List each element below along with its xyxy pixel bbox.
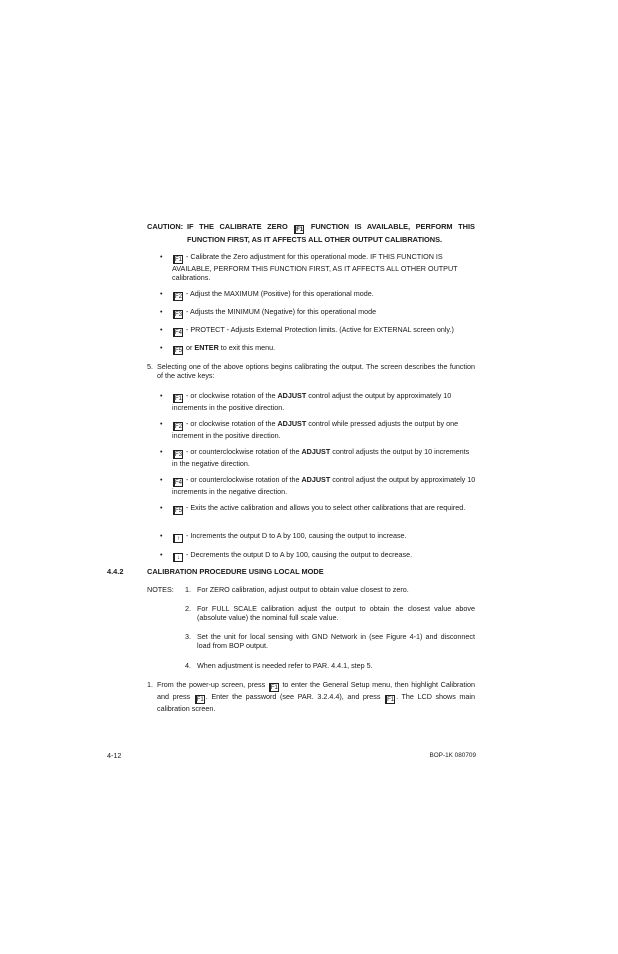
active-key-up: • ↑ - Increments the output D to A by 100, causing the output to increase. — [160, 531, 407, 542]
f5-key-icon: F5 — [175, 508, 183, 514]
active-key-f1: • F1 - or clockwise rotation of the ADJUST control adjust the output by approximately 10 increments in the positive direction. — [160, 391, 452, 412]
note-3: 3. Set the unit for local sensing with GND Network in (see Figure 4-1) and disconnect load from BOP output. — [185, 632, 475, 650]
caution-label: CAUTION: — [147, 222, 184, 231]
menu-item-f4: • F4 - PROTECT - Adjusts External Protection limits. (Active for EXTERNAL screen only.) — [160, 325, 454, 336]
menu-item-f2: • F2 - Adjust the MAXIMUM (Positive) for this operational mode. — [160, 289, 374, 300]
note-1: 1. For ZERO calibration, adjust output to obtain value closest to zero. — [185, 585, 409, 594]
down-arrow-key-icon: ↓ — [173, 553, 183, 562]
f1-key-icon: F1 — [387, 697, 395, 703]
menu-item-f1: • F1 - Calibrate the Zero adjustment for this operational mode. IF THIS FUNCTION IS AVAILABLE, PERFORM THIS FUNCTION FIRST, AS IT AFFECTS ALL OTHER OUTPUT calibrations. — [160, 252, 458, 282]
f1-key-icon: F1 — [296, 227, 304, 233]
f3-key-icon: F3 — [175, 452, 183, 458]
f5-key-icon: F5 — [175, 348, 183, 354]
active-key-f4: • F4 - or counterclockwise rotation of the ADJUST control adjust the output by approximately 10 increments in the negative direction. — [160, 475, 476, 496]
f4-key-icon: F4 — [175, 330, 183, 336]
active-key-f2: • F2 - or clockwise rotation of the ADJUST control while pressed adjusts the output by one increment in the positive direction. — [160, 419, 459, 440]
note-2: 2. For FULL SCALE calibration adjust the output to obtain the closest value above (absolute value) the nominal full scale value. — [185, 604, 475, 622]
f2-key-icon: F2 — [175, 294, 183, 300]
caution-text: IF THE CALIBRATE ZERO F1 FUNCTION IS AVAILABLE, PERFORM THIS FUNCTION FIRST, AS IT AFFECTS ALL OTHER OUTPUT CALIBRATIONS. — [187, 222, 475, 244]
step-1: 1. From the power-up screen, press F1 to enter the General Setup menu, then highlight Calibration and press F1 . Enter the password (see PAR. 3.2.4.4), and press F1 . The LCD shows main calibration screen. — [147, 680, 476, 713]
f1-key-icon: F1 — [175, 257, 183, 263]
active-key-down: • ↓ - Decrements the output D to A by 100, causing the output to decrease. — [160, 550, 413, 561]
f3-key-icon: F3 — [175, 312, 183, 318]
page-number: 4-12 — [107, 751, 122, 760]
active-key-f3: • F3 - or counterclockwise rotation of the ADJUST control adjusts the output by 10 increments in the negative direction. — [160, 447, 470, 468]
f1-key-icon: F1 — [175, 396, 183, 402]
note-4: 4. When adjustment is needed refer to PAR. 4.4.1, step 5. — [185, 661, 373, 670]
f4-key-icon: F4 — [175, 480, 183, 486]
active-key-f5: • F5 - Exits the active calibration and allows you to select other calibrations that are required. — [160, 503, 466, 514]
section-number: 4.4.2 — [107, 567, 124, 576]
document-id: BOP-1K 080709 — [429, 752, 476, 759]
up-arrow-key-icon: ↑ — [173, 534, 183, 543]
section-title: CALIBRATION PROCEDURE USING LOCAL MODE — [147, 567, 324, 576]
step-5: 5. Selecting one of the above options begins calibrating the output. The screen describes the function of the active keys: — [147, 362, 475, 380]
f1-key-icon: F1 — [270, 685, 278, 691]
menu-item-f5: • F5 or ENTER to exit this menu. — [160, 343, 276, 354]
caution-block — [147, 221, 475, 245]
notes-label: NOTES: — [147, 585, 174, 594]
f2-key-icon: F2 — [175, 424, 183, 430]
f1-key-icon: F1 — [196, 697, 204, 703]
menu-item-f3: • F3 - Adjusts the MINIMUM (Negative) for this operational mode — [160, 307, 377, 318]
